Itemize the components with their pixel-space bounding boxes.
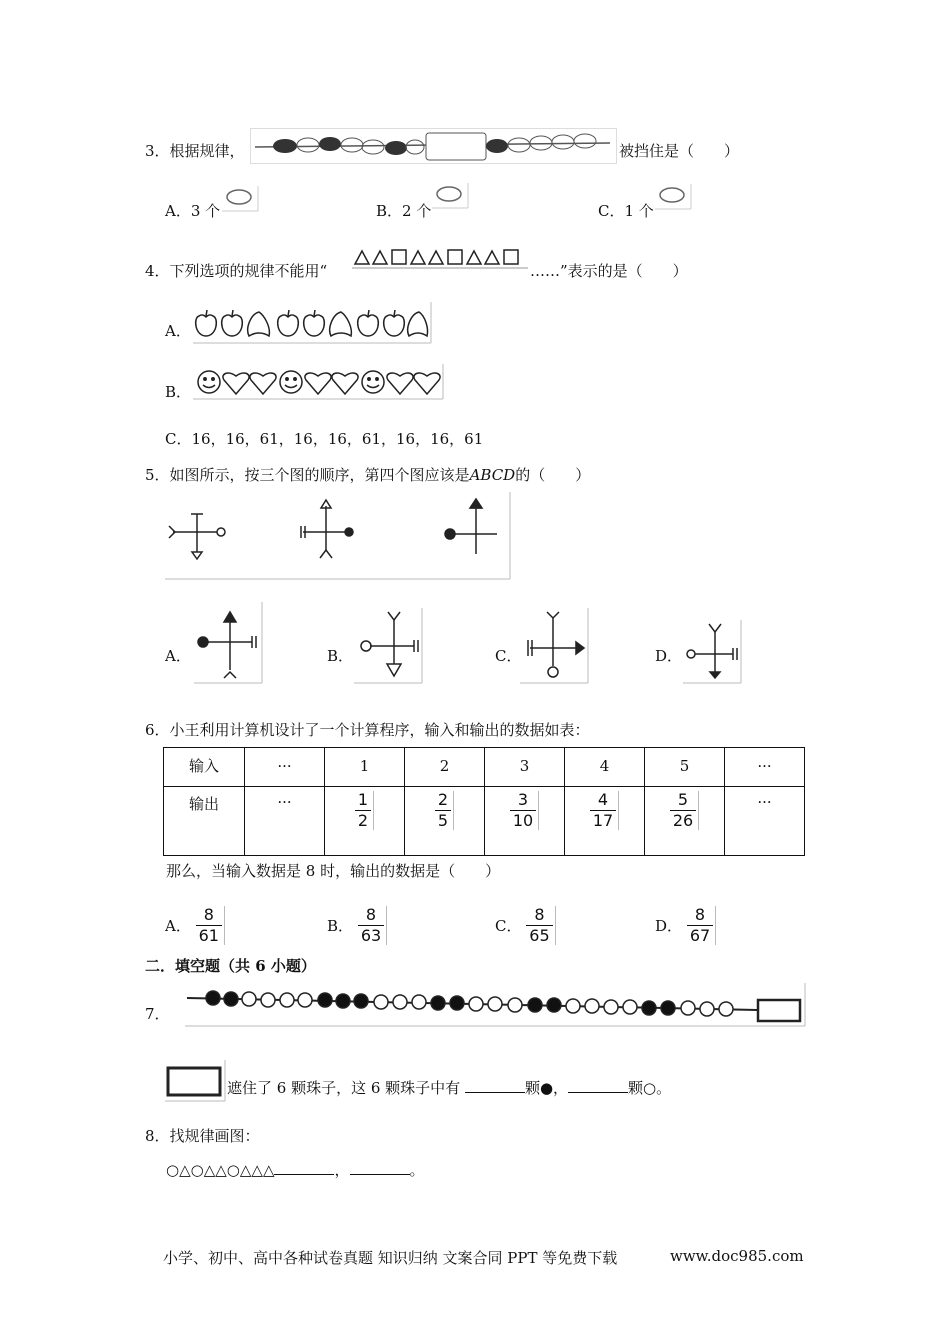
fraction [510,791,539,830]
numerator: 4 [597,790,609,809]
numerator: 3 [517,790,529,809]
q6-io-table [163,747,805,856]
fraction [590,791,619,830]
denominator: 5 [437,811,449,830]
q4-option-c[interactable] [165,428,483,449]
q7-text1: 遮住了 6 颗珠子，这 6 颗珠子中有 [227,1079,465,1097]
q4-option-a-fruit-pattern-image [193,302,433,344]
numerator: 8 [534,905,545,924]
q8-blank-2[interactable] [350,1160,410,1175]
section2-title: 二．填空题（共 6 小题） [145,957,316,975]
q3-option-a-value: 3 个 [190,202,221,220]
q6-input-row [164,748,805,787]
q3-text-after: 被挡住是（ ） [619,142,740,160]
q7-text3: 颗○。 [628,1079,672,1097]
q5-option-d-figure-image [683,620,743,684]
fraction [670,791,699,830]
q6-output-ellipsis-start: ··· [245,787,325,856]
q6-input-cell: 3 [485,748,565,787]
q7-stem [227,1077,671,1098]
q3-option-b-value: 2 个 [402,202,432,220]
q7-blank-white[interactable] [568,1078,628,1093]
denominator: 61 [198,926,219,945]
q6-option-d-label: D． [655,917,683,935]
numerator: 2 [437,790,449,809]
q5-option-c-figure-image [520,608,590,684]
q3-option-c-label: C． [598,202,625,220]
denominator: 67 [689,926,711,945]
q4-number: 4． [145,262,170,280]
q6-output-ellipsis-end: ··· [725,787,805,856]
q8-text: 找规律画图： [169,1127,260,1145]
q8-sequence: ○△○△△○△△△ [166,1161,275,1179]
q3-stem [145,140,245,161]
q3-text-before: 根据规律， [169,142,245,160]
q3-option-b-label: B． [376,202,403,220]
q6-output-cell [325,787,405,856]
q8-number: 8． [145,1127,170,1145]
q6-output-row [164,787,805,856]
q6-number: 6． [145,721,170,739]
footer-url[interactable]: www.doc985.com [670,1247,804,1265]
q3-option-b-bead-icon [432,183,470,209]
fraction [355,791,374,830]
q8-stem [145,1125,260,1146]
q4-option-b-label[interactable]: B． [165,383,192,401]
q6-input-ellipsis-end: ··· [725,748,805,787]
q3-number: 3． [145,142,170,160]
q6-output-label: 输出 [164,787,245,856]
denominator: 63 [360,926,382,945]
q6-option-d-fraction [687,906,716,945]
q6-option-c-label: C． [495,917,522,935]
q4-option-b-face-heart-pattern-image [193,364,445,400]
q4-text-after: ”表示的是（ ） [560,262,688,280]
numerator: 8 [203,905,214,924]
q6-output-cell [405,787,485,856]
q4-text-after-wrap [530,260,688,281]
denominator: 10 [512,811,534,830]
q6-output-cell [485,787,565,856]
q4-option-a-label[interactable]: A． [165,322,191,340]
q7-text2: 颗●， [524,1079,569,1097]
q6-input-cell: 1 [325,748,405,787]
q6-input-ellipsis-start: ··· [245,748,325,787]
q5-option-c-label[interactable]: C． [495,647,522,665]
q8-period: 。 [409,1161,425,1179]
q6-option-b-label: B． [327,917,354,935]
q7-blank-black[interactable] [465,1078,525,1093]
q6-option-a-label: A． [165,917,191,935]
numerator: 8 [365,905,377,924]
q6-text: 小王利用计算机设计了一个计算程序，输入和输出的数据如表： [169,721,590,739]
q5-option-a-label[interactable]: A． [165,647,191,665]
q6-input-cell: 2 [405,748,485,787]
q3-option-a-label: A． [165,202,191,220]
q4-stem [145,260,327,281]
q3-option-c[interactable] [598,200,654,221]
q6-stem [145,719,590,740]
q7-bead-string-image [185,983,807,1027]
q5-option-a-figure-image [194,602,264,684]
fraction [435,791,454,830]
q5-stem [145,464,590,485]
q6-option-a-fraction [196,906,225,945]
q6-output-cell [645,787,725,856]
q3-option-a[interactable] [165,200,220,221]
q5-abcd: ABCD [469,466,516,484]
q4-dots: …… [530,262,560,280]
q6-input-cell: 5 [645,748,725,787]
q7-cover-box-icon [165,1060,227,1102]
q6-option-c[interactable] [495,906,556,945]
footer-text: 小学、初中、高中各种试卷真题 知识归纳 文案合同 PPT 等免费下载 [163,1249,618,1267]
numerator: 8 [694,905,706,924]
q8-comma: ， [334,1161,350,1179]
q5-number: 5． [145,466,170,484]
q5-option-d-label[interactable]: D． [655,647,683,665]
q6-option-b-fraction [358,906,387,945]
q4-text-before: 下列选项的规律不能用“ [169,262,328,280]
q5-text-before: 如图所示，按三个图的顺序，第四个图应该是 [169,466,470,484]
q6-option-b[interactable] [327,906,387,945]
q8-blank-1[interactable] [274,1160,334,1175]
q7-number: 7． [145,1005,170,1023]
q4-option-c-label: C． [165,430,192,448]
denominator: 26 [672,811,694,830]
q5-option-b-label[interactable]: B． [327,647,354,665]
q4-option-c-text: 16，16，61，16，16，61，16，16，61 [191,430,484,448]
q5-text-after: 的（ ） [515,466,591,484]
denominator: 2 [357,811,369,830]
q8-sequence-line [166,1159,425,1180]
q6-output-cell [565,787,645,856]
numerator: 5 [677,790,689,809]
q5-sequence-figure-image [165,492,511,580]
q5-option-b-figure-image [354,608,424,684]
q6-option-c-fraction [526,906,555,945]
q6-option-d[interactable] [655,906,716,945]
q3-bead-string-image [250,128,618,164]
q4-shape-pattern-image [352,246,530,270]
numerator: 1 [357,790,369,809]
q3-option-a-bead-icon [222,186,260,212]
q6-option-a[interactable] [165,906,225,945]
q3-option-c-bead-icon [655,184,693,210]
q6-input-label: 输入 [164,748,245,787]
denominator: 65 [529,926,550,945]
q3-option-b[interactable] [376,200,431,221]
denominator: 17 [592,811,614,830]
q6-followup: 那么，当输入数据是 8 时，输出的数据是（ ） [166,862,501,880]
q3-option-c-value: 1 个 [624,202,654,220]
q6-input-cell: 4 [565,748,645,787]
